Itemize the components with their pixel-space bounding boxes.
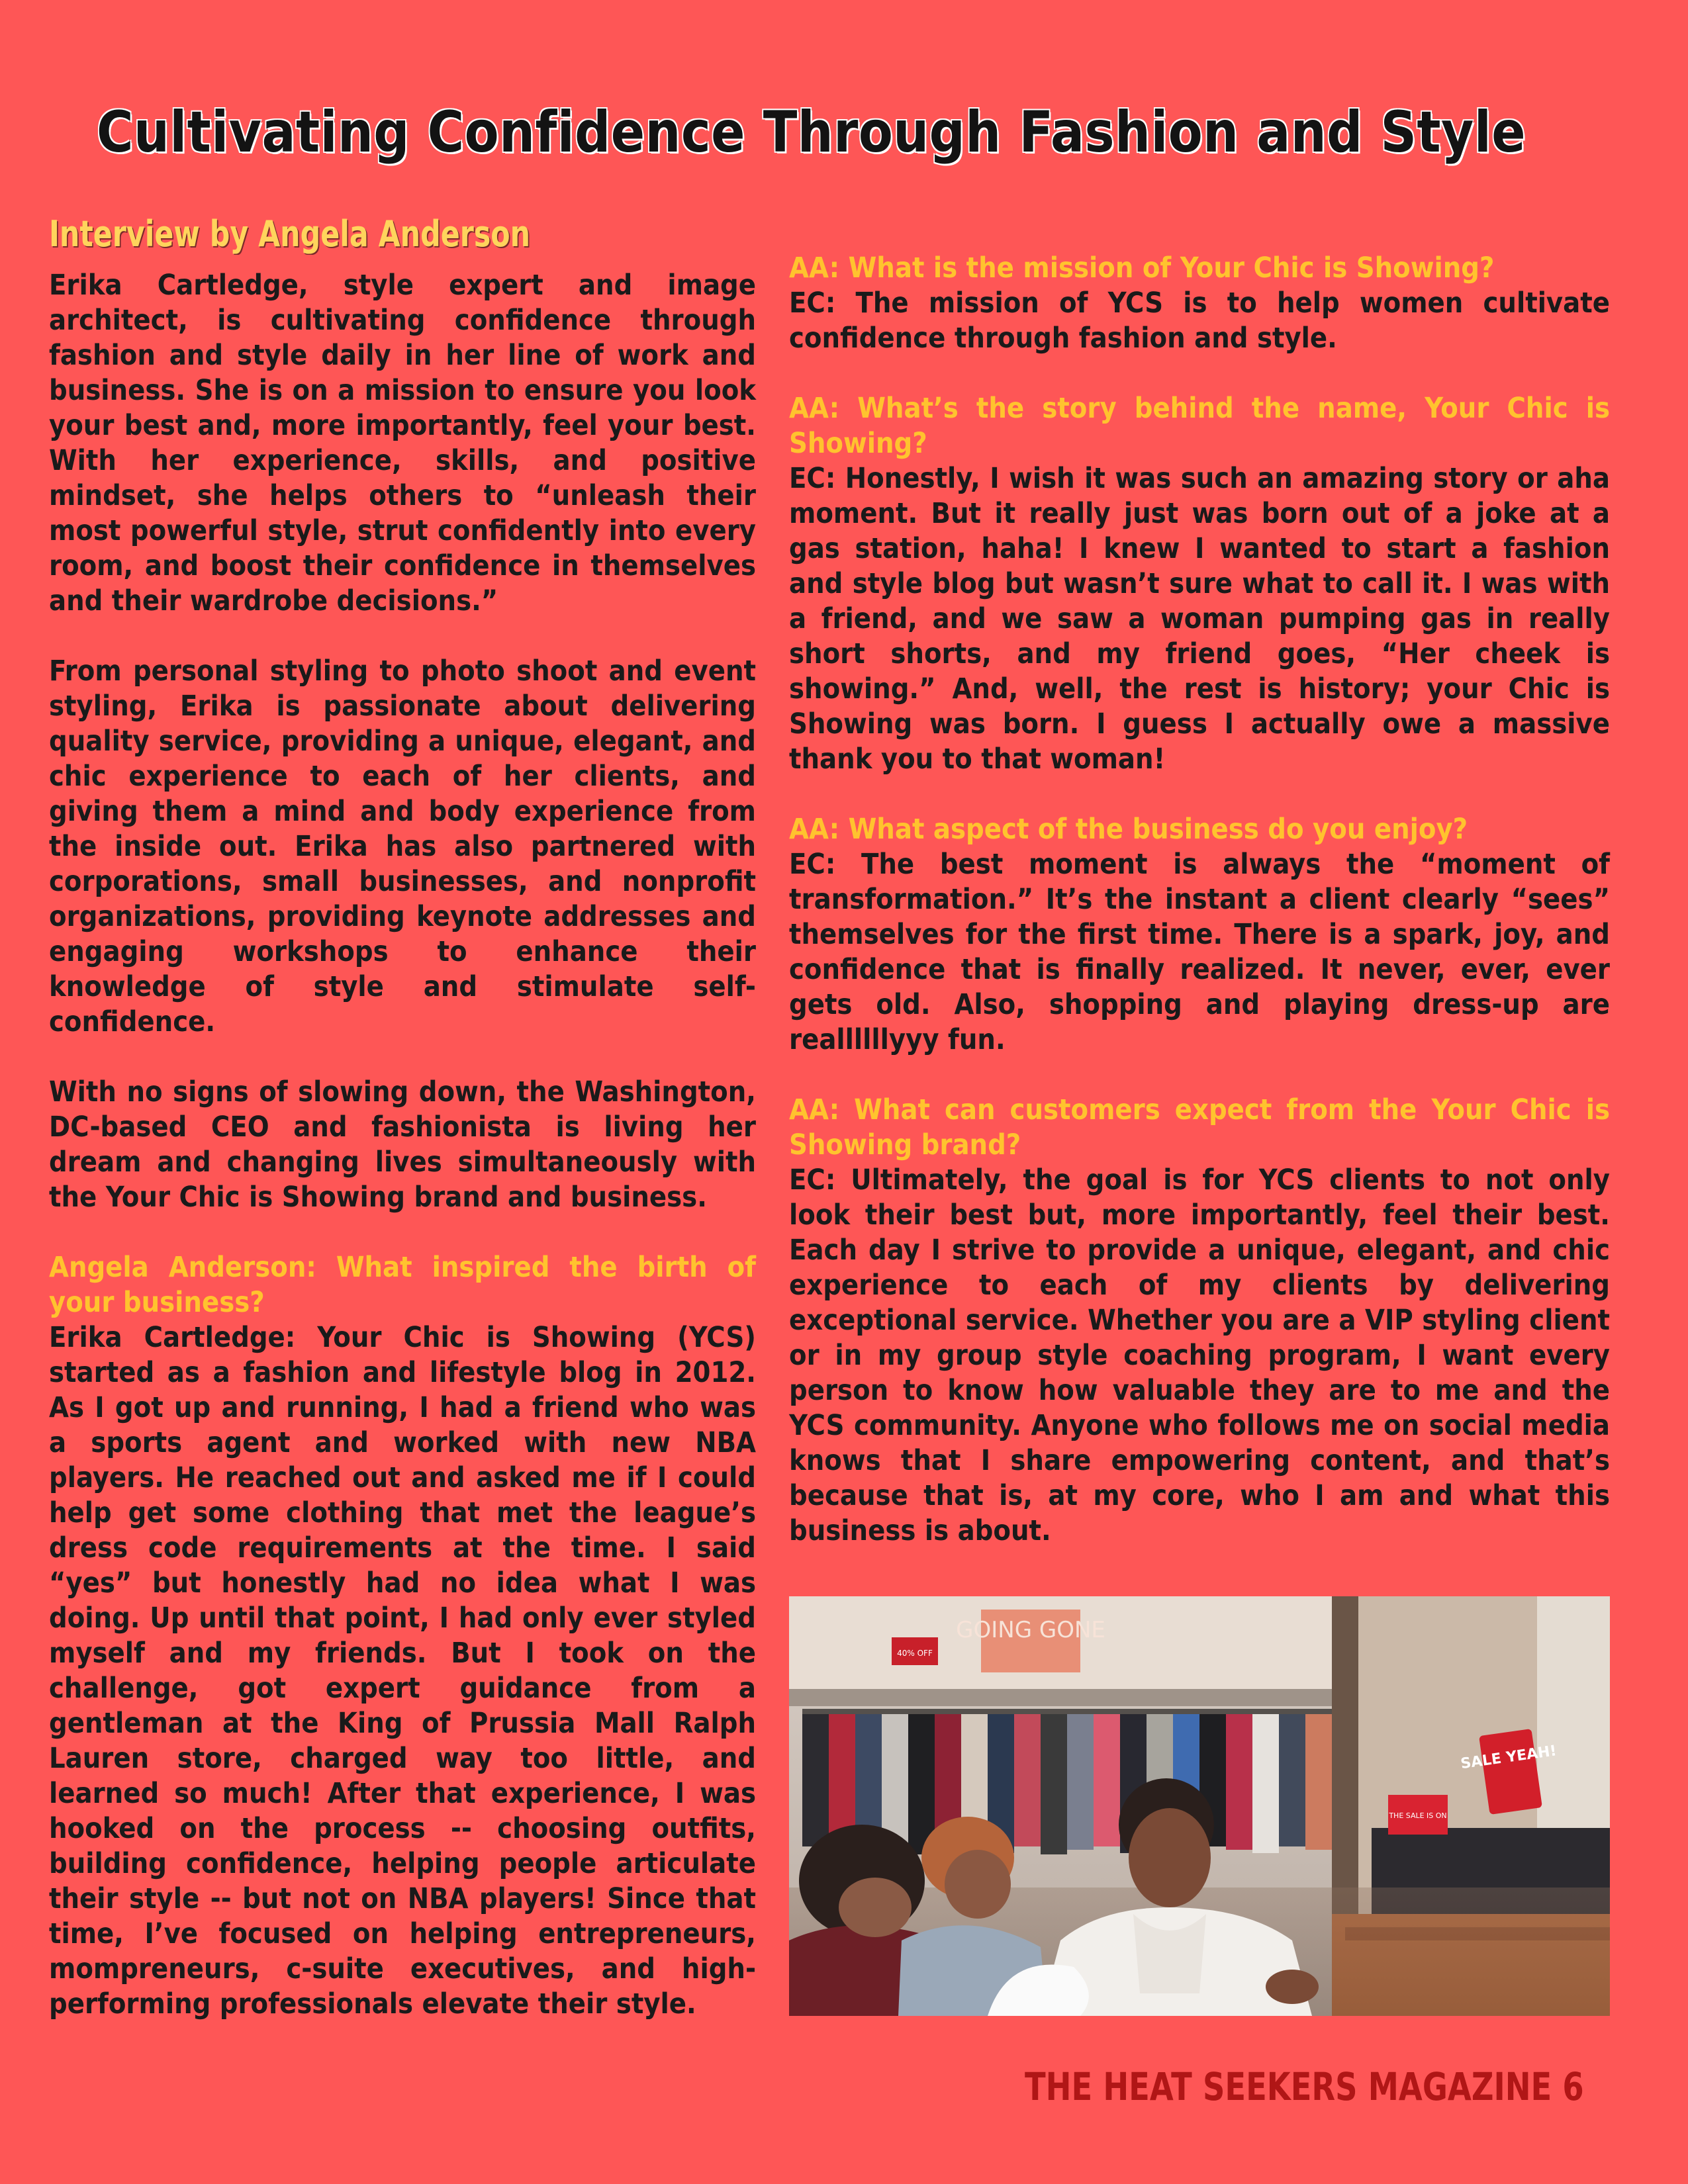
going-gone-sign: GOING GONE — [956, 1617, 1105, 1643]
interview-answer: EC: Honestly, I wish it was such an amazing story or aha moment. But it really just was born out of a joke at a gas station, haha! I knew I wanted to start a fashion and style blog but wasn’t sure what to call it. I was with a friend, and we saw a woman pumping gas in really short shorts, and my friend goes, “Her cheek is showing.” And, well, the rest is history; your Chic is Showing was born. I guess I actually owe a massive thank you to that woman! — [789, 462, 1610, 776]
store-photo — [789, 1596, 1610, 2016]
interview-question: AA: What can customers expect from the Your Chic is Showing brand? — [789, 1093, 1610, 1161]
intro-paragraph: With no signs of slowing down, the Washington, DC-based CEO and fashionista is living her dream and changing lives simultaneously with the Your Chic is Showing brand and business. — [49, 1075, 756, 1214]
interview-question: AA: What aspect of the business do you enjoy? — [789, 813, 1468, 846]
interview-answer: EC: The best moment is always the “moment of transformation.” It’s the instant a client clearly “sees” themselves for the first time. There is a spark, joy, and confidence that is finally realized. It never, ever, ever gets old. Also, shopping and playing dress-up are reallllllyyy fun. — [789, 848, 1610, 1056]
sale-is-on-sign: THE SALE IS ON — [1389, 1811, 1447, 1820]
article-title: Cultivating Confidence Through Fashion and Style — [97, 99, 1526, 165]
interview-question: Angela Anderson: What inspired the birth of your business? — [49, 1251, 756, 1319]
interview-question: AA: What’s the story behind the name, Your Chic is Showing? — [789, 392, 1610, 460]
sale-yeah-sign: SALE YEAH! — [1459, 1743, 1558, 1773]
magazine-footer: THE HEAT SEEKERS MAGAZINE 6 — [1025, 2064, 1584, 2109]
left-column — [49, 268, 756, 2022]
store-photo-illustration — [789, 1596, 1610, 2016]
intro-paragraph: Erika Cartledge, style expert and image architect, is cultivating confidence through fashion and style daily in her line of work and business. She is on a mission to ensure you look your best and, more importantly, feel your best. With her experience, skills, and positive mindset, she helps others to “unleash their most powerful style, strut confidently into every room, and boost their confidence in themselves and their wardrobe decisions.” — [49, 269, 756, 617]
article-byline: Interview by Angela Anderson — [49, 213, 531, 255]
discount-sign: 40% OFF — [897, 1649, 933, 1658]
interview-answer: Erika Cartledge: Your Chic is Showing (YCS) started as a fashion and lifestyle blog in 2012. As I got up and running, I had a friend who was a sports agent and worked with new NBA players. He reached out and asked me if I could help get some clothing that met the league’s dress code requirements at the time. I said “yes” but honestly had no idea what I was doing. Up until that point, I had only ever styled myself and my friends. But I took on the challenge, got expert guidance from a gentleman at the King of Prussia Mall Ralph Lauren store, charged way too little, and learned so much! After that experience, I was hooked on the process -- choosing outfits, building confidence, helping people articulate their style -- but not on NBA players! Since that time, I’ve focused on helping entrepreneurs, mompreneurs, c-suite executives, and high-performing professionals elevate their style. — [49, 1321, 756, 2021]
intro-paragraph: From personal styling to photo shoot and event styling, Erika is passionate about delivering quality service, providing a unique, elegant, and chic experience to each of her clients, and giving them a mind and body experience from the inside out. Erika has also partnered with corporations, small businesses, and nonprofit organizations, providing keynote addresses and engaging workshops to enhance their knowledge of style and stimulate self-confidence. — [49, 655, 756, 1038]
interview-answer: EC: Ultimately, the goal is for YCS clients to not only look their best but, more importantly, feel their best. Each day I strive to provide a unique, elegant, and chic experience to each of my clients by delivering exceptional service. Whether you are a VIP styling client or in my group style coaching program, I want every person to know how valuable they are to me and the YCS community. Anyone who follows me on social media knows that I share empowering content, and that’s because that is, at my core, who I am and what this business is about. — [789, 1163, 1610, 1547]
interview-answer: EC: The mission of YCS is to help women cultivate confidence through fashion and style. — [789, 287, 1610, 355]
right-column — [789, 251, 1610, 1549]
interview-question: AA: What is the mission of Your Chic is Showing? — [789, 251, 1495, 285]
